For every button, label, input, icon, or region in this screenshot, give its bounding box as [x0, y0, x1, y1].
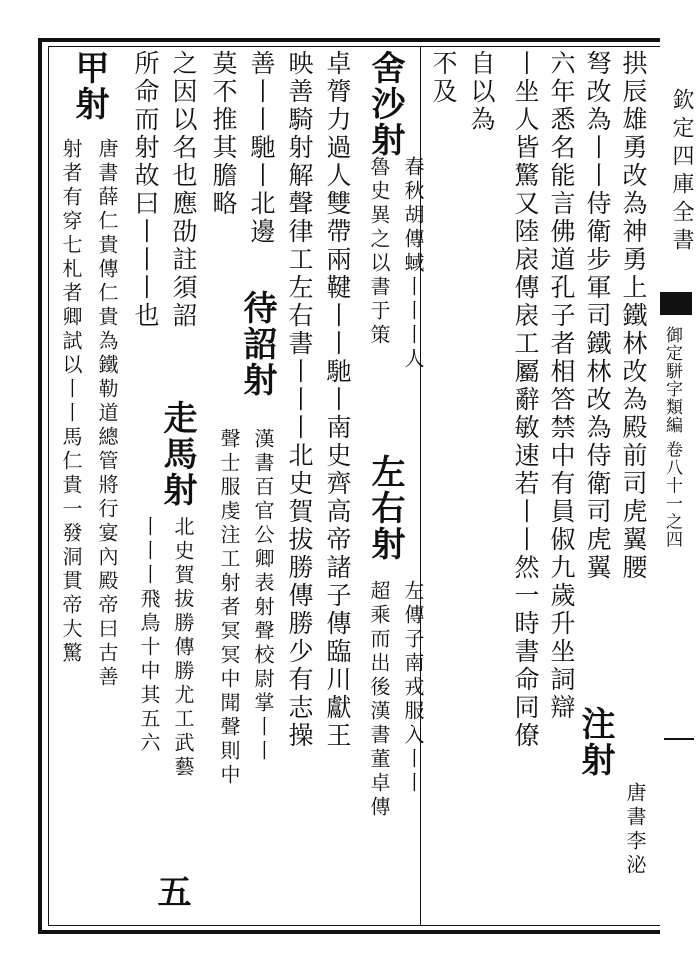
text-column: [212, 428, 246, 922]
entry-column: [90, 138, 124, 922]
column-text: 射者有穿七札者卿試以丨丨馬仁貴一發洞貫帝大驚: [59, 138, 83, 666]
text-column: [282, 50, 316, 922]
book-title: 欽定四庫全書: [669, 88, 694, 256]
text-column: [206, 50, 240, 290]
entry-column: [237, 290, 277, 430]
entry-column: [246, 428, 280, 922]
text-column: [132, 516, 166, 876]
entry-column: [575, 706, 615, 922]
entry-heading: 舍沙射: [365, 50, 405, 158]
text-column: [426, 50, 460, 922]
volume-label: 御定駢字類編 卷八十一之四: [662, 326, 682, 549]
frame-inner-left-rule: [48, 46, 49, 925]
column-text: 善丨丨馳丨北邊: [247, 50, 276, 246]
text-column: [362, 156, 396, 416]
text-column: [464, 50, 498, 922]
column-text: 超乘而出後漢書董卓傳: [367, 580, 391, 820]
column-text: 魯史異之以書于策: [367, 156, 391, 348]
column-text: 弩改為丨丨侍衛步軍司鐵林改為侍衛司虎翼: [583, 50, 612, 582]
entry-heading: 待詔射: [237, 290, 277, 398]
entry-column: [166, 516, 200, 922]
entry-heading: 走馬射: [157, 400, 197, 508]
page-number-column: [151, 874, 191, 924]
column-text: 卓膂力過人雙帶兩鞬丨丨馳丨南史齊高帝諸子傳臨川獻王: [323, 50, 352, 750]
entry-text: 左傳子南戎服入丨丨: [401, 580, 425, 796]
entry-text: 唐書薛仁貴傳仁貴為鐵勒道總管將行宴內殿帝曰古善: [95, 138, 119, 690]
fish-tail-rule: [660, 314, 692, 321]
entry-column: [396, 580, 430, 922]
column-text: 拱辰雄勇改為神勇上鐵林改為殿前司虎翼腰: [619, 50, 648, 582]
text-column: [508, 50, 542, 922]
column-text: 自以為: [467, 50, 496, 134]
entry-column: [69, 50, 109, 150]
entry-column: [157, 400, 197, 530]
entry-text: 漢書百官公卿表射聲校尉掌丨丨: [251, 428, 275, 764]
page-number: 五: [151, 874, 191, 910]
entry-text: 春秋胡傳蜮丨丨丨人: [401, 156, 425, 372]
margin-mark: [664, 738, 694, 740]
column-text: 丨丨丨飛鳥十中其五六: [137, 516, 161, 756]
column-text: 六年悉名能言佛道孔子者相答禁中有員俶九歲升坐詞辯: [547, 50, 576, 722]
entry-heading: 左右射: [365, 454, 405, 562]
text-column: [544, 50, 578, 922]
column-text: 丨坐人皆驚又陸扆傳扆工屬辭敏速若丨丨然一時書命同僚: [511, 50, 540, 750]
column-text: 聲士服虔注工射者冥冥中聞聲則中: [217, 428, 241, 788]
entry-heading: 注射: [575, 706, 615, 778]
text-column: [244, 50, 278, 290]
text-column: [54, 138, 88, 922]
column-text: 莫不推其膽略: [209, 50, 238, 218]
fish-tail-mark: [660, 292, 692, 314]
entry-column: [618, 782, 652, 922]
text-column: [362, 580, 396, 922]
entry-text: 北史賀拔勝傳勝尤工武藝: [171, 516, 195, 780]
column-text: 之因以名也應劭註須詔: [169, 50, 198, 330]
column-text: 不及: [429, 50, 458, 106]
entry-text: 唐書李泌: [623, 782, 647, 878]
frame-inner-bottom-rule: [48, 925, 660, 926]
column-text: 所命而射故曰丨丨丨也: [131, 50, 160, 330]
column-text: 映善騎射解聲律工左右書丨丨丨北史賀拔勝傳勝少有志操: [285, 50, 314, 750]
frame-inner-top-rule: [48, 46, 660, 47]
text-column: [320, 50, 354, 922]
entry-column: [365, 454, 405, 594]
entry-heading: 甲射: [69, 50, 109, 122]
